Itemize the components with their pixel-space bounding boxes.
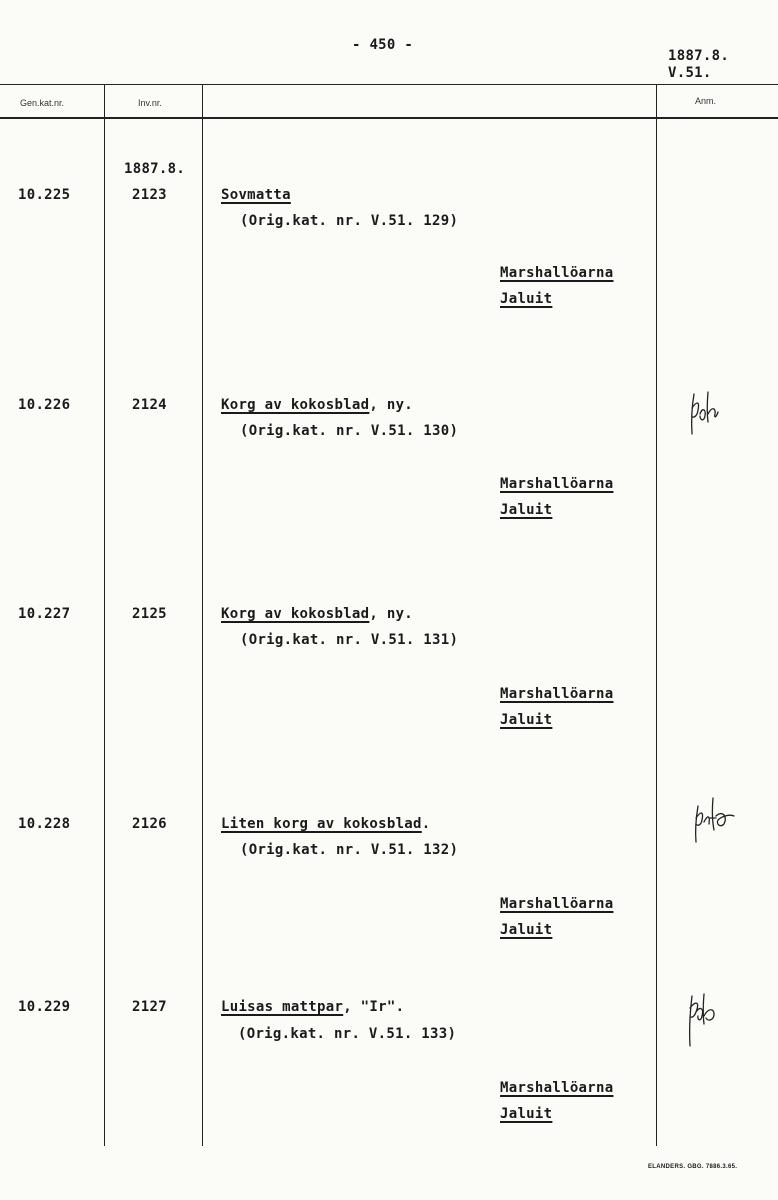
gen-kat-number: 10.226 <box>18 397 71 413</box>
group-date: 1887.8. <box>124 161 186 177</box>
inv-number: 2125 <box>132 606 167 622</box>
item-title-suffix: . <box>421 816 431 832</box>
gen-kat-number: 10.229 <box>18 999 71 1015</box>
gen-kat-number: 10.227 <box>18 606 71 622</box>
item-title <box>221 397 413 413</box>
place: Marshallöarna <box>500 265 614 281</box>
header-collection: V.51. <box>668 65 712 81</box>
inv-number: 2127 <box>132 999 167 1015</box>
orig-kat-ref: (Orig.kat. nr. V.51. 130) <box>240 423 459 439</box>
handwritten-foto-mark <box>686 388 726 438</box>
item-title <box>221 187 291 203</box>
column-divider-2 <box>202 84 203 1146</box>
locality: Jaluit <box>500 712 553 728</box>
locality: Jaluit <box>500 502 553 518</box>
header-rule <box>0 117 778 119</box>
orig-kat-ref: (Orig.kat. nr. V.51. 129) <box>240 213 459 229</box>
orig-kat-ref: (Orig.kat. nr. V.51. 132) <box>240 842 459 858</box>
item-title-name: Liten korg av kokosblad <box>221 816 422 832</box>
item-title-name: Korg av kokosblad <box>221 606 370 622</box>
handwritten-foto-mark <box>690 794 742 844</box>
column-divider-3 <box>656 84 657 1146</box>
item-title-suffix: , ny. <box>369 397 414 413</box>
orig-kat-ref: (Orig.kat. nr. V.51. 131) <box>240 632 459 648</box>
header-date: 1887.8. <box>668 48 730 64</box>
orig-kat-ref: (Orig.kat. nr. V.51. 133) <box>238 1026 457 1042</box>
page-number: - 450 - <box>352 37 414 53</box>
place: Marshallöarna <box>500 686 614 702</box>
place: Marshallöarna <box>500 1080 614 1096</box>
item-title <box>221 999 404 1015</box>
item-title-name: Sovmatta <box>221 187 291 203</box>
place: Marshallöarna <box>500 476 614 492</box>
inv-number: 2124 <box>132 397 167 413</box>
printer-imprint: ELANDERS. GBG. 7886.3.65. <box>648 1164 738 1170</box>
item-title-suffix: , ny. <box>369 606 414 622</box>
inv-number: 2126 <box>132 816 167 832</box>
top-rule <box>0 84 778 85</box>
handwritten-foto-mark <box>684 992 724 1048</box>
locality: Jaluit <box>500 922 553 938</box>
gen-kat-number: 10.225 <box>18 187 71 203</box>
place: Marshallöarna <box>500 896 614 912</box>
inv-number: 2123 <box>132 187 167 203</box>
item-title <box>221 606 413 622</box>
column-header-inv: Inv.nr. <box>138 98 162 108</box>
column-header-anm: Anm. <box>695 96 717 106</box>
item-title <box>221 816 431 832</box>
column-header-gen-kat: Gen.kat.nr. <box>20 98 65 108</box>
item-title-suffix: , "Ir". <box>343 999 405 1015</box>
item-title-name: Luisas mattpar <box>221 999 344 1015</box>
column-divider-1 <box>104 84 105 1146</box>
item-title-name: Korg av kokosblad <box>221 397 370 413</box>
gen-kat-number: 10.228 <box>18 816 71 832</box>
locality: Jaluit <box>500 291 553 307</box>
locality: Jaluit <box>500 1106 553 1122</box>
